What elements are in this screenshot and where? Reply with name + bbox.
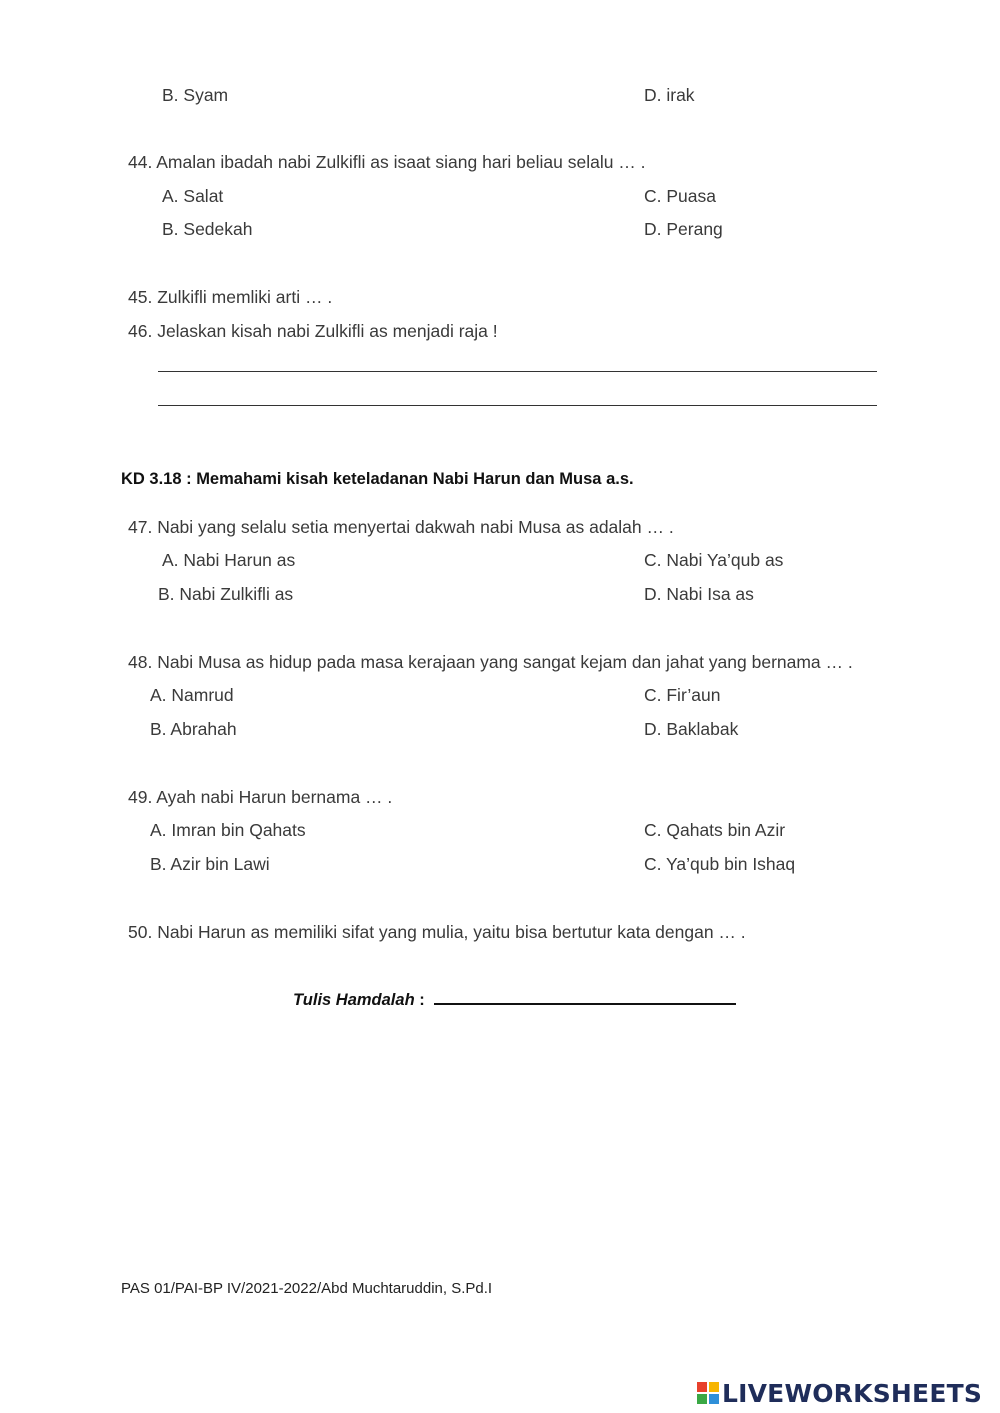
logo-badge-icon: [697, 1382, 719, 1404]
hamdalah-prompt: [293, 989, 736, 1010]
q48-option-c: C. Fir’aun: [644, 685, 721, 705]
hamdalah-answer-line[interactable]: [434, 989, 736, 1005]
logo-badge-cell: [697, 1382, 707, 1392]
q45-question: 45. Zulkifli memliki arti … .: [128, 287, 333, 307]
logo-badge-cell: [709, 1382, 719, 1392]
q48-option-d: D. Baklabak: [644, 719, 739, 739]
q47-option-d: D. Nabi Isa as: [644, 584, 754, 604]
section-heading: KD 3.18 : Memahami kisah keteladanan Nabi Harun dan Musa a.s.: [121, 470, 634, 488]
q44-option-d: D. Perang: [644, 219, 723, 239]
q49-option-c: C. Qahats bin Azir: [644, 820, 786, 840]
q47-option-b: B. Nabi Zulkifli as: [158, 584, 294, 604]
liveworksheets-logo: [697, 1378, 982, 1408]
q47-option-a: A. Nabi Harun as: [162, 550, 296, 570]
q46-answer-line-1[interactable]: [158, 371, 877, 372]
hamdalah-label: Tulis Hamdalah: [293, 991, 415, 1009]
q44-option-c: C. Puasa: [644, 186, 716, 206]
q44-option-a: A. Salat: [162, 186, 224, 206]
q49-question: 49. Ayah nabi Harun bernama … .: [128, 787, 393, 807]
q48-question: 48. Nabi Musa as hidup pada masa kerajaan yang sangat kejam dan jahat yang bernama … .: [128, 652, 853, 672]
q47-question: 47. Nabi yang selalu setia menyertai dakwah nabi Musa as adalah … .: [128, 517, 674, 537]
logo-word: LIVEWORKSHEETS: [722, 1378, 983, 1408]
q46-answer-line-2[interactable]: [158, 405, 877, 406]
q46-question: 46. Jelaskan kisah nabi Zulkifli as menjadi raja !: [128, 321, 498, 341]
q49-option-a: A. Imran bin Qahats: [150, 820, 306, 840]
q49-option-b: B. Azir bin Lawi: [150, 854, 270, 874]
hamdalah-colon: :: [419, 991, 425, 1009]
q44-question: 44. Amalan ibadah nabi Zulkifli as isaat siang hari beliau selalu … .: [128, 152, 646, 172]
q43-option-b: B. Syam: [162, 85, 229, 105]
q43-option-d: D. irak: [644, 85, 695, 105]
q49-option-d: C. Ya’qub bin Ishaq: [644, 854, 796, 874]
footer-text: PAS 01/PAI-BP IV/2021-2022/Abd Muchtaruddin, S.Pd.I: [121, 1280, 493, 1297]
q50-question: 50. Nabi Harun as memiliki sifat yang mulia, yaitu bisa bertutur kata dengan … .: [128, 922, 746, 942]
q47-option-c: C. Nabi Ya’qub as: [644, 550, 784, 570]
logo-badge-cell: [709, 1394, 719, 1404]
q44-option-b: B. Sedekah: [162, 219, 253, 239]
q48-option-b: B. Abrahah: [150, 719, 237, 739]
q48-option-a: A. Namrud: [150, 685, 234, 705]
logo-badge-cell: [697, 1394, 707, 1404]
